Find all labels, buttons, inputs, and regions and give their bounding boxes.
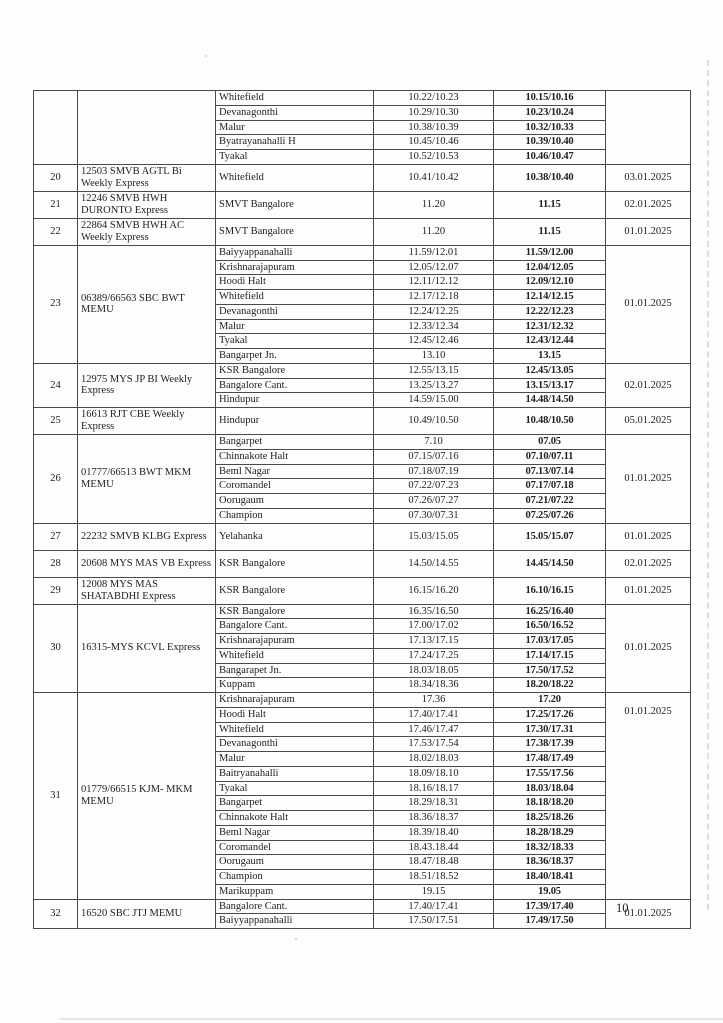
station-cell: Hindupur	[216, 408, 374, 435]
serial-cell: 25	[34, 408, 78, 435]
serial-cell: 26	[34, 435, 78, 524]
time-scheduled-cell: 18.02/18.03	[374, 752, 494, 767]
time-scheduled-cell: 17.40/17.41	[374, 707, 494, 722]
station-cell: Champion	[216, 508, 374, 523]
time-scheduled-cell: 10.45/10.46	[374, 135, 494, 150]
station-cell: Krishnarajapuram	[216, 260, 374, 275]
time-actual-cell: 18.25/18.26	[494, 811, 606, 826]
station-row	[34, 164, 691, 191]
time-actual-cell: 18.32/18.33	[494, 840, 606, 855]
time-scheduled-cell: 12.11/12.12	[374, 275, 494, 290]
train-name-cell: 22232 SMVB KLBG Express	[78, 523, 216, 550]
train-name-cell: 22864 SMVB HWH AC Weekly Express	[78, 218, 216, 245]
station-cell: Champion	[216, 870, 374, 885]
station-cell: Chinnakote Halt	[216, 811, 374, 826]
time-scheduled-cell: 12.45/12.46	[374, 334, 494, 349]
time-scheduled-cell: 07.26/07.27	[374, 494, 494, 509]
time-actual-cell: 17.03/17.05	[494, 634, 606, 649]
station-cell: KSR Bangalore	[216, 577, 374, 604]
time-actual-cell: 15.05/15.07	[494, 523, 606, 550]
serial-cell: 27	[34, 523, 78, 550]
station-cell: Krishnarajapuram	[216, 634, 374, 649]
time-actual-cell: 10.15/10.16	[494, 91, 606, 106]
time-actual-cell: 11.15	[494, 191, 606, 218]
train-name-cell: 12975 MYS JP BI Weekly Express	[78, 363, 216, 407]
station-cell: Oorugaum	[216, 494, 374, 509]
time-actual-cell: 17.38/17.39	[494, 737, 606, 752]
time-scheduled-cell: 17.13/17.15	[374, 634, 494, 649]
scan-edge-line	[60, 1018, 723, 1020]
time-scheduled-cell: 11.20	[374, 218, 494, 245]
time-actual-cell: 12.09/12.10	[494, 275, 606, 290]
time-scheduled-cell: 18.16/18.17	[374, 781, 494, 796]
date-cell: 01.01.2025	[606, 218, 691, 245]
time-scheduled-cell: 18.39/18.40	[374, 825, 494, 840]
time-actual-cell: 10.48/10.50	[494, 408, 606, 435]
time-scheduled-cell: 18.47/18.48	[374, 855, 494, 870]
station-cell: SMVT Bangalore	[216, 218, 374, 245]
station-cell: Malur	[216, 319, 374, 334]
time-scheduled-cell: 12.33/12.34	[374, 319, 494, 334]
train-name-cell	[78, 91, 216, 165]
station-cell: Whitefield	[216, 164, 374, 191]
station-row	[34, 245, 691, 260]
time-scheduled-cell: 16.35/16.50	[374, 604, 494, 619]
scan-speck	[295, 938, 297, 940]
time-actual-cell: 17.55/17.56	[494, 766, 606, 781]
station-cell: KSR Bangalore	[216, 550, 374, 577]
time-scheduled-cell: 10.41/10.42	[374, 164, 494, 191]
time-scheduled-cell: 18.29/18.31	[374, 796, 494, 811]
station-cell: Tyakal	[216, 781, 374, 796]
scan-artifact-line	[707, 60, 709, 910]
date-cell: 01.01.2025	[606, 604, 691, 693]
serial-cell: 23	[34, 245, 78, 363]
train-name-cell: 06389/66563 SBC BWT MEMU	[78, 245, 216, 363]
time-scheduled-cell: 7.10	[374, 435, 494, 450]
time-scheduled-cell: 18.51/18.52	[374, 870, 494, 885]
time-actual-cell: 12.22/12.23	[494, 304, 606, 319]
date-cell: 02.01.2025	[606, 191, 691, 218]
date-cell: 01.01.2025	[606, 693, 691, 900]
station-cell: Byatrayanahalli H	[216, 135, 374, 150]
time-actual-cell: 11.15	[494, 218, 606, 245]
time-actual-cell: 17.30/17.31	[494, 722, 606, 737]
time-scheduled-cell: 10.29/10.30	[374, 105, 494, 120]
time-actual-cell: 16.50/16.52	[494, 619, 606, 634]
station-cell: Bangarpet	[216, 435, 374, 450]
time-scheduled-cell: 10.22/10.23	[374, 91, 494, 106]
station-cell: Baiyyappanahalli	[216, 914, 374, 929]
time-scheduled-cell: 14.59/15.00	[374, 393, 494, 408]
time-scheduled-cell: 13.10	[374, 349, 494, 364]
station-cell: Coromandel	[216, 479, 374, 494]
time-scheduled-cell: 19.15	[374, 884, 494, 899]
station-row	[34, 899, 691, 914]
date-cell	[606, 91, 691, 165]
time-actual-cell: 10.23/10.24	[494, 105, 606, 120]
time-actual-cell: 07.25/07.26	[494, 508, 606, 523]
time-actual-cell: 10.39/10.40	[494, 135, 606, 150]
time-scheduled-cell: 13.25/13.27	[374, 378, 494, 393]
time-actual-cell: 12.45/13.05	[494, 363, 606, 378]
time-actual-cell: 16.25/16.40	[494, 604, 606, 619]
train-name-cell: 01779/66515 KJM- MKM MEMU	[78, 693, 216, 900]
time-scheduled-cell: 17.00/17.02	[374, 619, 494, 634]
time-scheduled-cell: 18.34/18.36	[374, 678, 494, 693]
time-actual-cell: 18.20/18.22	[494, 678, 606, 693]
station-cell: KSR Bangalore	[216, 363, 374, 378]
time-scheduled-cell: 07.15/07.16	[374, 449, 494, 464]
time-scheduled-cell: 12.17/12.18	[374, 290, 494, 305]
time-actual-cell: 17.50/17.52	[494, 663, 606, 678]
time-scheduled-cell: 18.36/18.37	[374, 811, 494, 826]
time-scheduled-cell: 17.36	[374, 693, 494, 708]
time-scheduled-cell: 07.30/07.31	[374, 508, 494, 523]
date-cell: 01.01.2025	[606, 899, 691, 929]
station-row	[34, 435, 691, 450]
time-actual-cell: 18.18/18.20	[494, 796, 606, 811]
station-row	[34, 577, 691, 604]
serial-cell: 24	[34, 363, 78, 407]
time-actual-cell: 07.13/07.14	[494, 464, 606, 479]
serial-cell: 21	[34, 191, 78, 218]
time-actual-cell: 14.45/14.50	[494, 550, 606, 577]
station-cell: Malur	[216, 752, 374, 767]
time-scheduled-cell: 07.18/07.19	[374, 464, 494, 479]
station-cell: Oorugaum	[216, 855, 374, 870]
station-row	[34, 604, 691, 619]
time-actual-cell: 14.48/14.50	[494, 393, 606, 408]
time-actual-cell: 17.49/17.50	[494, 914, 606, 929]
date-cell: 01.01.2025	[606, 577, 691, 604]
time-actual-cell: 10.32/10.33	[494, 120, 606, 135]
time-scheduled-cell: 10.38/10.39	[374, 120, 494, 135]
time-actual-cell: 16.10/16.15	[494, 577, 606, 604]
time-actual-cell: 12.43/12.44	[494, 334, 606, 349]
station-row	[34, 363, 691, 378]
station-cell: Coromandel	[216, 840, 374, 855]
time-actual-cell: 12.31/12.32	[494, 319, 606, 334]
station-row	[34, 218, 691, 245]
time-actual-cell: 13.15	[494, 349, 606, 364]
station-cell: Beml Nagar	[216, 464, 374, 479]
station-cell: Whitefield	[216, 648, 374, 663]
time-actual-cell: 18.36/18.37	[494, 855, 606, 870]
station-row	[34, 550, 691, 577]
time-scheduled-cell: 10.49/10.50	[374, 408, 494, 435]
station-cell: Bangarpet Jn.	[216, 349, 374, 364]
time-scheduled-cell: 17.53/17.54	[374, 737, 494, 752]
time-actual-cell: 18.28/18.29	[494, 825, 606, 840]
station-cell: Tyakal	[216, 150, 374, 165]
station-cell: Bangalore Cant.	[216, 619, 374, 634]
station-row	[34, 91, 691, 106]
date-cell: 01.01.2025	[606, 245, 691, 363]
station-cell: Tyakal	[216, 334, 374, 349]
time-actual-cell: 17.25/17.26	[494, 707, 606, 722]
serial-cell	[34, 91, 78, 165]
time-scheduled-cell: 18.03/18.05	[374, 663, 494, 678]
time-scheduled-cell: 12.55/13.15	[374, 363, 494, 378]
date-cell: 01.01.2025	[606, 435, 691, 524]
train-name-cell: 12503 SMVB AGTL Bi Weekly Express	[78, 164, 216, 191]
time-actual-cell: 19.05	[494, 884, 606, 899]
time-actual-cell: 17.48/17.49	[494, 752, 606, 767]
station-cell: Beml Nagar	[216, 825, 374, 840]
date-cell: 02.01.2025	[606, 363, 691, 407]
station-cell: Whitefield	[216, 290, 374, 305]
time-scheduled-cell: 17.46/17.47	[374, 722, 494, 737]
station-cell: Krishnarajapuram	[216, 693, 374, 708]
station-cell: KSR Bangalore	[216, 604, 374, 619]
time-actual-cell: 07.21/07.22	[494, 494, 606, 509]
serial-cell: 30	[34, 604, 78, 693]
time-actual-cell: 10.38/10.40	[494, 164, 606, 191]
date-cell: 05.01.2025	[606, 408, 691, 435]
time-actual-cell: 17.39/17.40	[494, 899, 606, 914]
page-number: 10	[616, 901, 629, 915]
station-cell: Whitefield	[216, 91, 374, 106]
train-name-cell: 20608 MYS MAS VB Express	[78, 550, 216, 577]
date-cell: 01.01.2025	[606, 523, 691, 550]
station-row	[34, 693, 691, 708]
station-cell: Marikuppam	[216, 884, 374, 899]
time-actual-cell: 17.20	[494, 693, 606, 708]
time-scheduled-cell: 18.43.18.44	[374, 840, 494, 855]
time-scheduled-cell: 12.05/12.07	[374, 260, 494, 275]
serial-cell: 28	[34, 550, 78, 577]
station-cell: Malur	[216, 120, 374, 135]
time-actual-cell: 18.40/18.41	[494, 870, 606, 885]
train-name-cell: 12008 MYS MAS SHATABDHI Express	[78, 577, 216, 604]
time-actual-cell: 11.59/12.00	[494, 245, 606, 260]
time-scheduled-cell: 15.03/15.05	[374, 523, 494, 550]
station-cell: Hoodi Halt	[216, 275, 374, 290]
station-row	[34, 408, 691, 435]
time-scheduled-cell: 07.22/07.23	[374, 479, 494, 494]
scan-speck	[205, 55, 207, 57]
time-actual-cell: 13.15/13.17	[494, 378, 606, 393]
station-cell: Baitryanahalli	[216, 766, 374, 781]
time-scheduled-cell: 11.59/12.01	[374, 245, 494, 260]
time-actual-cell: 10.46/10.47	[494, 150, 606, 165]
station-cell: Bangarpet	[216, 796, 374, 811]
station-row	[34, 191, 691, 218]
time-actual-cell: 17.14/17.15	[494, 648, 606, 663]
serial-cell: 31	[34, 693, 78, 900]
time-actual-cell: 18.03/18.04	[494, 781, 606, 796]
time-scheduled-cell: 17.24/17.25	[374, 648, 494, 663]
station-row	[34, 523, 691, 550]
time-scheduled-cell: 12.24/12.25	[374, 304, 494, 319]
train-table-body	[34, 91, 691, 929]
serial-cell: 29	[34, 577, 78, 604]
time-actual-cell: 12.04/12.05	[494, 260, 606, 275]
station-cell: Baiyyappanahalli	[216, 245, 374, 260]
serial-cell: 32	[34, 899, 78, 929]
station-cell: Bangalore Cant.	[216, 378, 374, 393]
station-cell: Hoodi Halt	[216, 707, 374, 722]
station-cell: Devanagonthi	[216, 105, 374, 120]
time-actual-cell: 07.05	[494, 435, 606, 450]
train-name-cell: 12246 SMVB HWH DURONTO Express	[78, 191, 216, 218]
train-name-cell: 16315-MYS KCVL Express	[78, 604, 216, 693]
time-scheduled-cell: 18.09/18.10	[374, 766, 494, 781]
serial-cell: 20	[34, 164, 78, 191]
time-scheduled-cell: 16.15/16.20	[374, 577, 494, 604]
time-scheduled-cell: 14.50/14.55	[374, 550, 494, 577]
train-name-cell: 01777/66513 BWT MKM MEMU	[78, 435, 216, 524]
station-cell: Devanagonthi	[216, 304, 374, 319]
time-scheduled-cell: 17.50/17.51	[374, 914, 494, 929]
time-actual-cell: 07.10/07.11	[494, 449, 606, 464]
station-cell: SMVT Bangalore	[216, 191, 374, 218]
time-scheduled-cell: 11.20	[374, 191, 494, 218]
station-cell: Whitefield	[216, 722, 374, 737]
station-cell: Kuppam	[216, 678, 374, 693]
time-actual-cell: 07.17/07.18	[494, 479, 606, 494]
date-cell: 02.01.2025	[606, 550, 691, 577]
station-cell: Yelahanka	[216, 523, 374, 550]
train-name-cell: 16613 RJT CBE Weekly Express	[78, 408, 216, 435]
serial-cell: 22	[34, 218, 78, 245]
time-actual-cell: 12.14/12.15	[494, 290, 606, 305]
station-cell: Bangarapet Jn.	[216, 663, 374, 678]
time-scheduled-cell: 10.52/10.53	[374, 150, 494, 165]
time-scheduled-cell: 17.40/17.41	[374, 899, 494, 914]
station-cell: Devanagonthi	[216, 737, 374, 752]
station-cell: Chinnakote Halt	[216, 449, 374, 464]
train-table	[33, 90, 691, 929]
station-cell: Hindupur	[216, 393, 374, 408]
train-name-cell: 16520 SBC JTJ MEMU	[78, 899, 216, 929]
date-cell: 03.01.2025	[606, 164, 691, 191]
station-cell: Bangalore Cant.	[216, 899, 374, 914]
